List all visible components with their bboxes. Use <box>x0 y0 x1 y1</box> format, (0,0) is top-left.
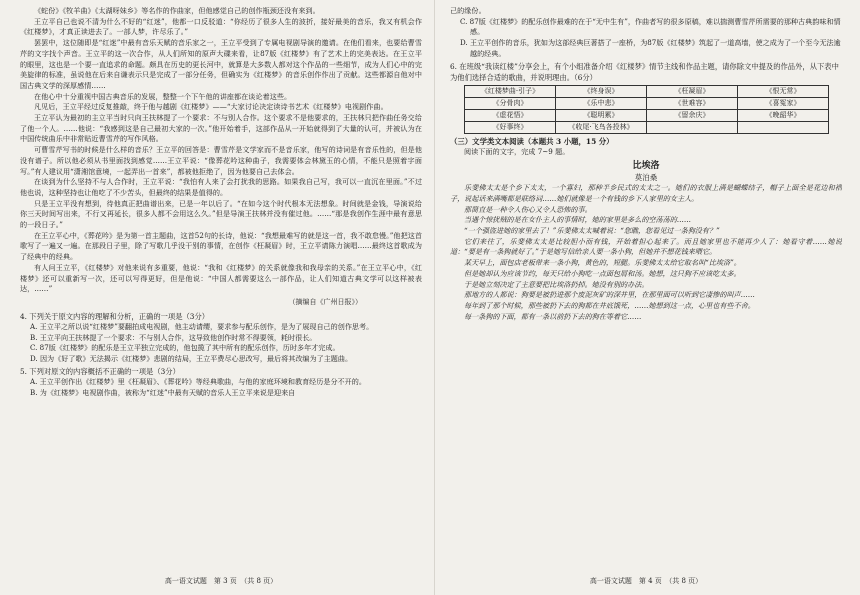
question-5-option-d: D. 王立平创作的音乐，犹如为这部经典巨著搭了一座桥，为87版《红楼梦》筑起了一道高墙，使之成为了一个至今无法逾越的经典。 <box>460 38 841 58</box>
table-row <box>465 97 829 109</box>
table-row <box>465 109 829 121</box>
table-cell: 《红楼梦曲·引子》 <box>465 85 556 97</box>
story-author: 莫泊桑 <box>634 173 658 183</box>
page-3 <box>20 6 422 589</box>
article-paragraph: 王立平自己也说不清为什么不好的“红迷”，他都一口反驳道：“你经历了很多人生的波折，接好最美的音乐，我又有机会作《红楼梦》，才真正读进去了。一部人梦，许尽乐了。” <box>20 16 422 37</box>
table-cell: 《分骨肉》 <box>465 97 556 109</box>
section-3-heading: （三）文学类文本阅读（本题共 3 小题，15 分） <box>450 136 614 146</box>
table-cell: 《晚韶华》 <box>738 109 829 121</box>
table-cell: 《世难容》 <box>647 97 738 109</box>
table-cell: 《乐中悲》 <box>556 97 647 109</box>
story-paragraph: “一个强盗进她的家里去了！”乐斐佛太太喊着说：“您瞧，您看见过一条狗没有？” <box>464 226 720 236</box>
question-4-option-d: D. 因为《好了歌》无法揭示《红楼梦》悲剧的结局，王立平费尽心思改写，最后将其改编为了主题曲。 <box>30 354 353 364</box>
question-4-option-b: B. 王立平向王扶林提了一个要求：不与别人合作，这导致他创作时常不得要领，耗时很长。 <box>30 332 317 342</box>
table-cell: 《留余庆》 <box>647 109 738 121</box>
table-cell: 《收尾·飞鸟各投林》 <box>556 121 647 133</box>
question-5: 5. 下列对原文的内容概括不正确的一项是（3分） <box>20 366 180 376</box>
story-paragraph: 于是她立刻决定了主意要把比埃洛扔掉。她没有别的办法。 <box>464 279 649 289</box>
story-paragraph: 那地方的人都说：狗要是被扔进那个废泥灰矿的深井里，在那里面可以听到它凄惨的叫声…… <box>464 290 755 300</box>
table-cell: 《好事终》 <box>465 121 556 133</box>
page-4 <box>450 6 842 589</box>
table-row <box>465 121 829 133</box>
table-cell <box>738 121 829 133</box>
article-paragraph: 凡见后，王立平经过反复推敲，终于他与越剧《红楼梦》——“大家讨论决定读诗书艺术《红楼梦》电视剧作曲。 <box>34 102 388 112</box>
question-4: 4. 下列关于原文内容的理解和分析，正确的一项是（3分） <box>20 311 210 321</box>
song-table <box>464 85 829 134</box>
question-5-option-a: A. 王立平创作出《红楼梦》里《枉凝眉》、《葬花吟》等经典歌曲，与他的家庭环境和教育经历是分不开的。 <box>30 376 366 386</box>
page-divider <box>434 0 435 595</box>
table-cell: 《终身误》 <box>556 85 647 97</box>
article-source: （摘编自《广州日报》） <box>288 297 362 306</box>
table-cell <box>647 121 738 133</box>
article-paragraph: 可曹雪芹写书的时候是什么样的音乐？王立平的回答是：曹雪芹是文学家而不是音乐家，他写的诗词是有音乐性的，但是他没有谱子。所以他必须从书里面找到感觉……王立平说：“像葬花吟这种曲子，我需要体会林黛玉的心情，不能只是照着字面写。”有人建议用“潇湘馆意境，一起弄出一首来”，都被他拒绝了，因为他要自己去体会。 <box>20 145 422 176</box>
question-4-option-c: C. 87版《红楼梦》的配乐是王立平独立完成的，他包揽了其中所有的配乐创作，历时多年才完成。 <box>30 343 340 353</box>
table-cell: 《喜冤家》 <box>738 97 829 109</box>
article-paragraph: 在谈到为什么坚持不与人合作时，王立平说：“我怕有人来了会打扰我的思路。如果我自己写，我可以一直沉在里面。”不过他也说，这种坚持也让他吃了不少苦头，但最终的结果是值得的。 <box>20 177 422 197</box>
page-footer: 高一语文试题 第 3 页 （共 8 页） <box>164 577 278 585</box>
story-paragraph: 但是她却认为应该节约，每天只给小狗吃一点面包屑和汤。她想，这只狗不应该吃太多。 <box>464 268 741 278</box>
section-3-instruction: 阅读下面的文字，完成 7~9 题。 <box>464 146 570 156</box>
table-cell: 《枉凝眉》 <box>647 85 738 97</box>
article-paragraph: 《蛇份》《牧羊曲》《太湖呀妹乡》等名作的作曲家，但他感觉自己的创作瓶颈还没有来到。 <box>34 6 320 15</box>
table-cell: 《虚花悟》 <box>465 109 556 121</box>
article-paragraph: 有人问王立平，《红楼梦》对他来说有多重要，他说：“我和《红楼梦》的关系就像我和我母亲的关系。”在王立平心中，《红楼梦》还可以重新写一次，还可以写得更好，但是他说：“中国人都需要这么一部作品，让人们知道古典文学可以这样被表达，……” <box>20 262 422 294</box>
story-paragraph: 它们来往了，乐斐佛太太是比较胆小而有钱，开始着担心起来了。而且她家里也不能再少人了：她看守着……她说道：“要是有一条狗就好了。”于是她写信给亲人要一条小狗，但她并不想花钱来喂它。 <box>450 236 842 257</box>
question-5-option-c: C. 87版《红楼梦》的配乐创作最难的在于“无中生有”，作曲者写的很多原稿，难以揣测曹雪芹所需要的那种古典韵味和情感。 <box>460 16 841 37</box>
story-paragraph: 那简直是一种令人伤心又令人恐怖的事。 <box>464 204 592 214</box>
question-4-option-a: A. 王立平之所以说“红楼梦”要翻拍成电视剧，他主动请缨，要求参与配乐创作，是为了展现自己的创作思考。 <box>30 321 374 331</box>
story-paragraph: 每年到了那个时候，那些被扔下去的狗都在井底饿死，……她想到这一点，心里也有些不舍。 <box>464 300 755 310</box>
question-5-option-b: B. 为《红楼梦》电视剧作曲，被称为“红迷”中最有天赋的音乐人王立平来说是迎来自 <box>30 387 296 397</box>
question-6: 6. 在班级“我读红楼”分享会上，有个小组准备介绍《红楼梦》情节主线和作品主题，请你除文中提及的作品外，从下表中为他们选择合适的歌曲，并说明理由。（6分） <box>450 61 839 82</box>
story-paragraph: 某天早上，面包店老板带来一条小狗，黄色的，短腿。乐斐佛太太给它取名叫“比埃洛”。 <box>464 258 741 268</box>
story-paragraph: 当遇个惊扰贼的是在女仆主人的事情时，她的家里是多么的空荡荡的…… <box>464 215 691 225</box>
article-paragraph: 在王立平心中，《葬花吟》是为第一首主题曲，这首52句的长诗，他说：“我想最难写的就是这一首，我不敢怠慢。”他把这首歌写了一遍又一遍。在那段日子里，除了写歌几乎没干别的事情，在创作《枉凝眉》时，王立平请陈力演唱……最终这首歌成为了经典中的经典。 <box>20 230 422 262</box>
table-cell: 《聪明累》 <box>556 109 647 121</box>
table-row <box>465 85 829 97</box>
table-cell: 《恨无常》 <box>738 85 829 97</box>
article-paragraph: 只是王立平没有想到，待他真正把曲谱出来，已是一年以后了。“在如今这个时代根本无法想象。时间就是金钱，导演说给你三天时间写出来，不行又再延长，很多人都不会用这么久。”但是导演王扶林并没有催过他。……“那是我创作生涯中最有意思的一段日子。” <box>20 198 422 230</box>
article-paragraph: 罢罢中，这位随即是“红迷”中最有音乐天赋的音乐家之一，王立平受到了专属电视剧导演的邀请。在他们看来，也要给曹雪芹的文字找个声音。王立平的这一次合作，从人们所知的原声大碟来看，让87版《红楼梦》有了艺术上的完美表达。在王立平的眼里，这也是一个要一直追求的命题。颇具在历史的更长河中，就算是大多数人都对这个作品的一些细节，成为人们心中的完美旋律的标准，虽说他在后来自谦表示只是完成了一部分任务，但确实为《红楼梦》的音乐创作作出了贡献。这些都源自他对中国古典文学的深厚感情…… <box>20 38 422 90</box>
story-paragraph: 乐斐佛太太是个乡下太太，一个寡妇，那种半乡民式的太太之一。她们的衣服上满是蝴蝶结子，帽子上面全是花边和褶子，说起话来满嘴都是联络词……她们就像是一个有钱的乡下人家里的女主人。 <box>450 183 842 203</box>
story-title: 比埃洛 <box>632 161 660 172</box>
article-paragraph: 王立平认为最初的主立平当时只向王扶林提了一个要求：不与别人合作。这个要求不是他要求的，王扶林只把作曲任务交给了他一个人。……他说：“我感到这是自己最初大家的一次。”他开始着手，这部作品从一开始就得到了大量的认可，并被认为在中国传统曲乐中非常贴近曹雪芹的写作风格。 <box>20 113 422 144</box>
article-paragraph: 在他心中十分重视中国古典音乐的发展，整整一个下午他的讲座都在谈论着这些。 <box>34 91 292 101</box>
story-paragraph: 每一条狗的下面，都有一条以前扔下去的狗在等着它…… <box>464 311 642 321</box>
page-footer: 高一语文试题 第 4 页 （共 8 页） <box>589 577 703 585</box>
continued-line: 己的缘份。 <box>450 6 486 15</box>
